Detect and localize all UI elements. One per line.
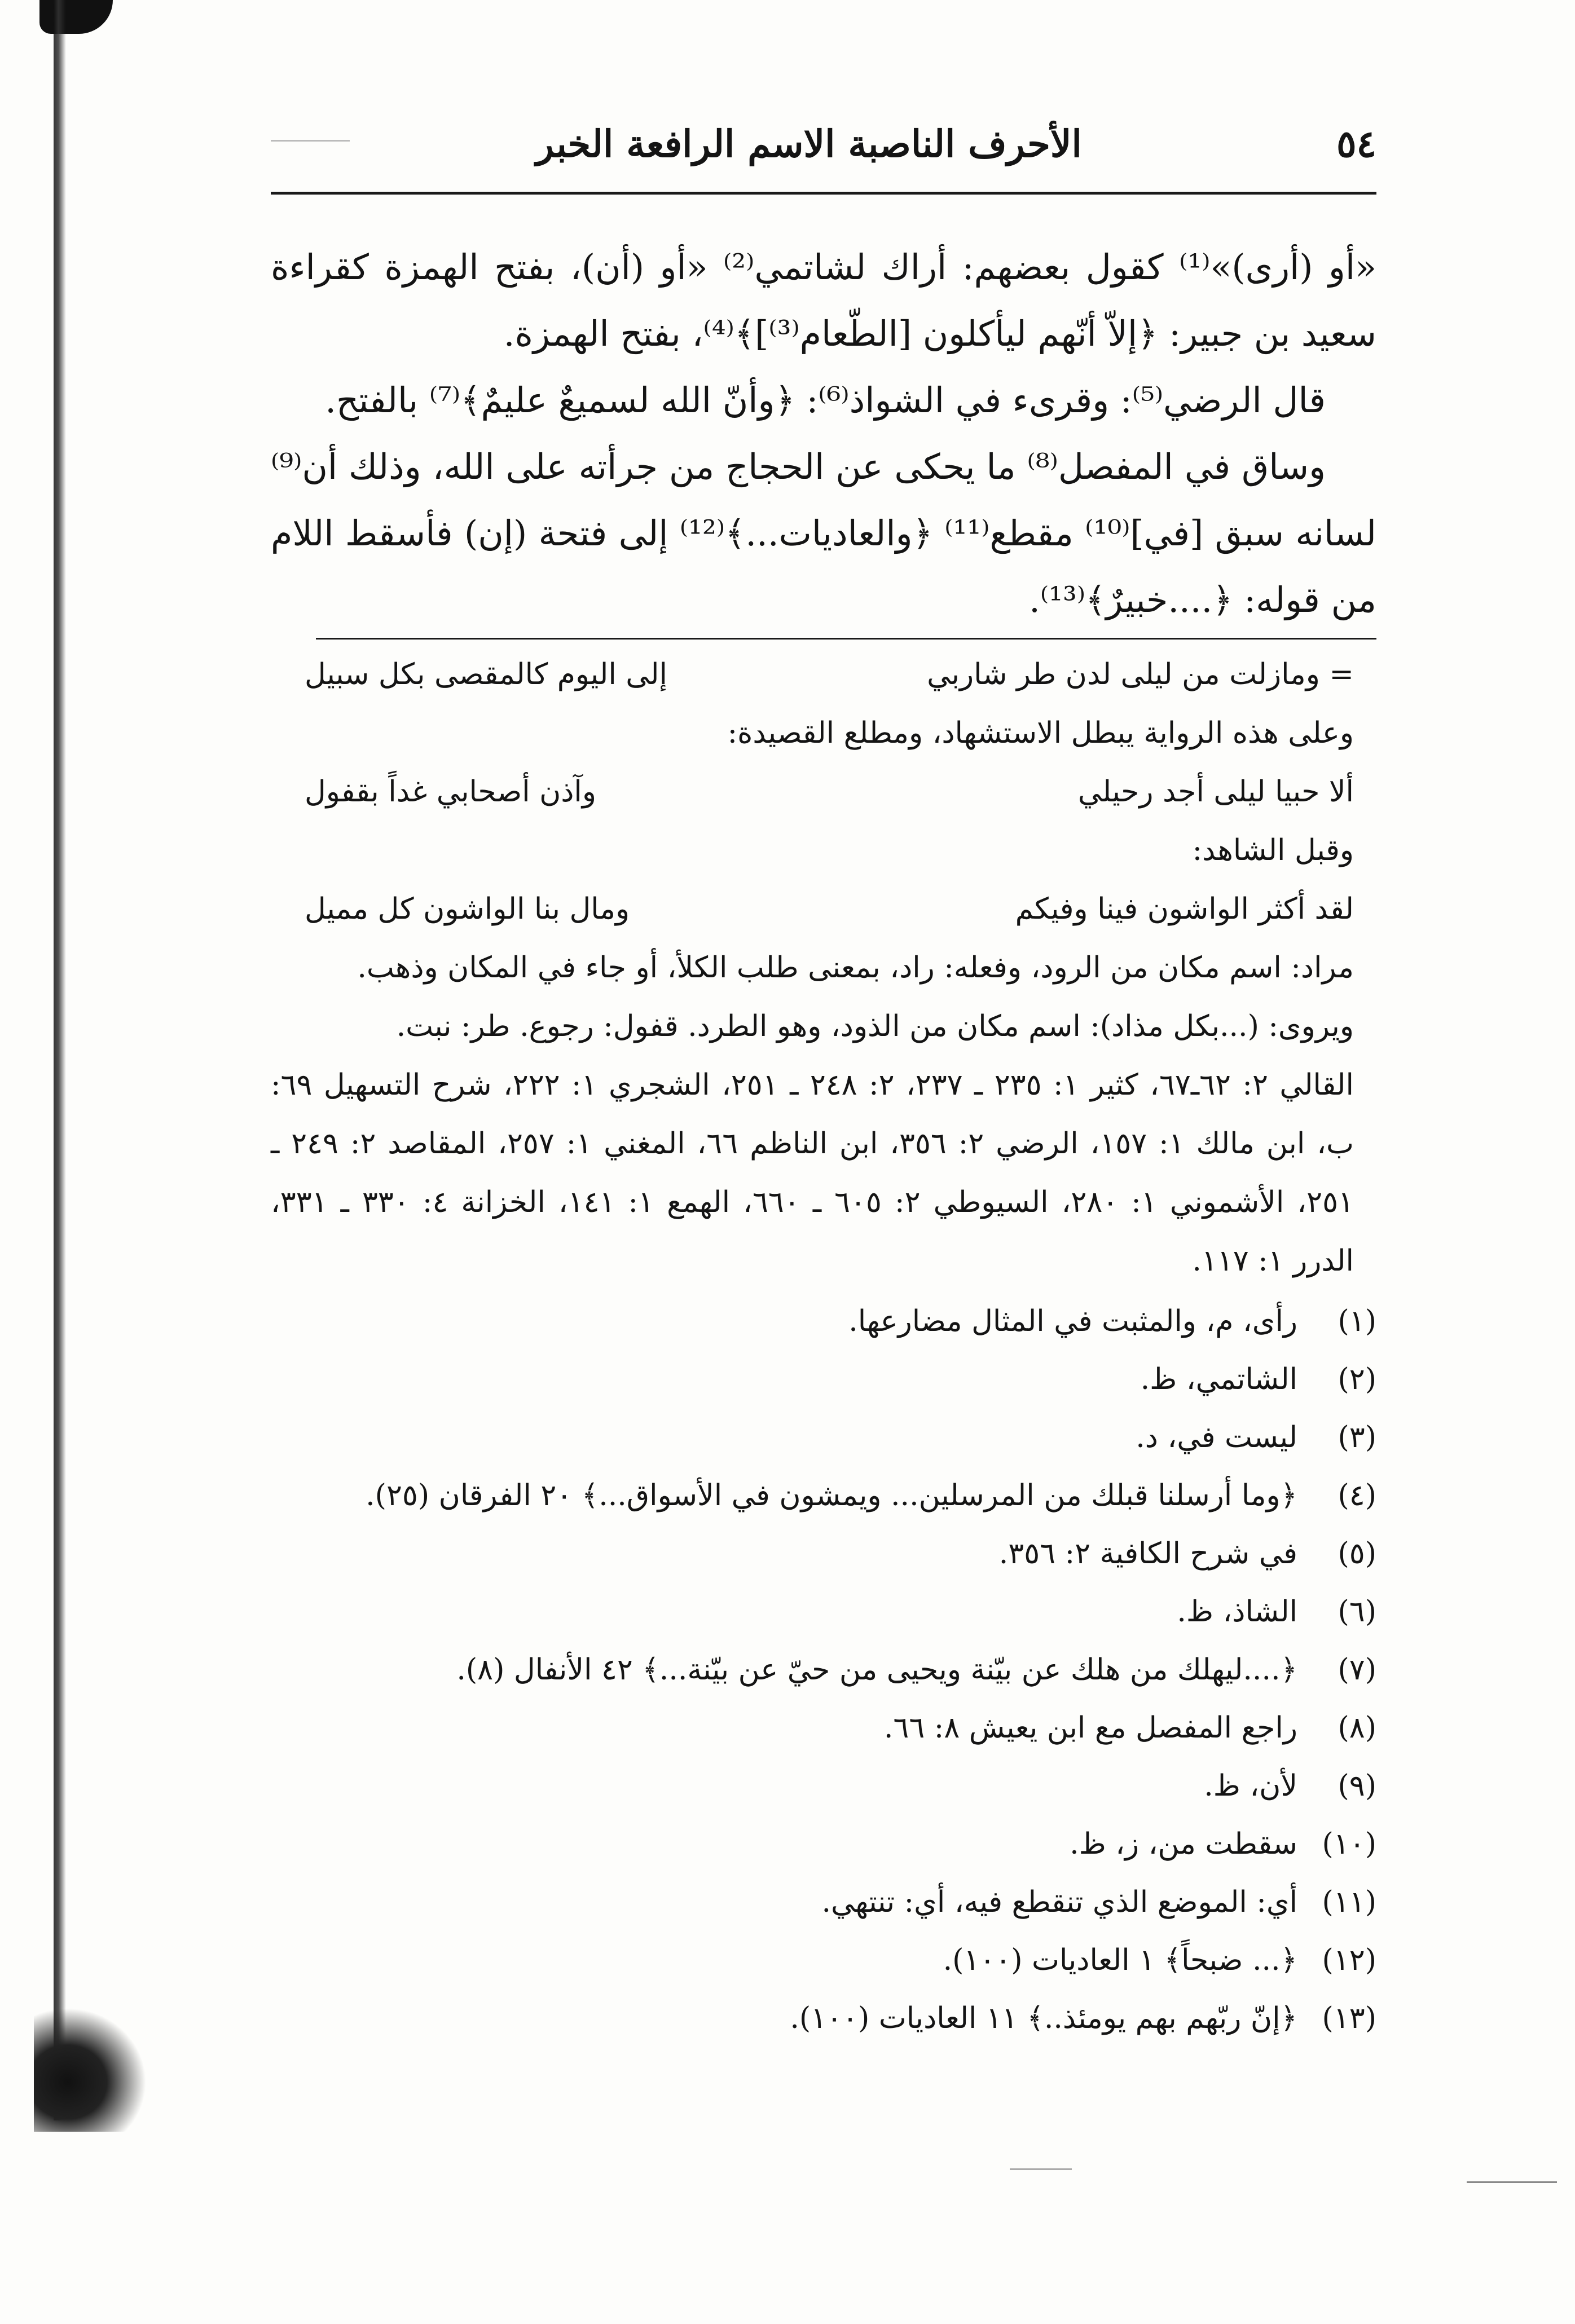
footnote-text: ليست في، د. [1136, 1421, 1297, 1454]
footnote-number: (١) [1338, 1304, 1376, 1338]
verse-hemistich: لقد أكثر الواشون فينا وفيكم [1015, 892, 1354, 926]
footnote-separator [316, 638, 1376, 640]
running-title: الأحرف الناصبة الاسم الرافعة الخبر [536, 122, 1082, 166]
footnote-number: (١١) [1322, 1885, 1376, 1919]
footnote-text: ﴿إنّ ربّهم بهم يومئذ..﴾ ١١ العاديات (١٠٠). [790, 2001, 1297, 2035]
footnote [271, 1815, 1376, 1873]
footnote-text: لأن، ظ. [1204, 1769, 1297, 1803]
footnote-number: (٦) [1338, 1595, 1376, 1629]
footnote-text: رأى، م، والمثبت في المثال مضارعها. [848, 1304, 1297, 1338]
footnote-text: ﴿... ضبحاً﴾ ١ العاديات (١٠٠). [943, 1943, 1297, 1977]
book-page [271, 102, 1376, 2244]
footnote [271, 1931, 1376, 1990]
footnote [271, 1757, 1376, 1815]
poem-verse [271, 645, 1376, 704]
main-paragraph: «أو (أرى)»⁽¹⁾ كقول بعضهم: أراك لشاتمي⁽²⁾ «أو (أن)، بفتح الهمزة كقراءة سعيد بن جبير: ﴿إلاّ أنّهم ليأكلون [الطّعام⁽³⁾]﴾⁽⁴⁾، بفتح الهمزة. [271, 246, 1376, 354]
footnote [271, 1641, 1376, 1699]
verse-hemistich: ألا حبيا ليلى أجد رحيلي [1077, 775, 1354, 809]
continued-footnote [271, 645, 1376, 1290]
footnote-number: (٧) [1338, 1653, 1376, 1687]
scan-shadow-bottom [34, 2008, 147, 2132]
footnote-number: (١٣) [1322, 2001, 1376, 2035]
footnotes [271, 1293, 1376, 2048]
scan-artifact [1467, 2181, 1557, 2183]
footnote-number: (٨) [1338, 1711, 1376, 1745]
footnote [271, 1583, 1376, 1641]
note-line: مراد: اسم مكان من الرود، وفعله: راد، بمعنى طلب الكلأ، أو جاء في المكان وذهب. [357, 951, 1354, 985]
verse-hemistich: وآذن أصحابي غداً بقفول [305, 775, 596, 809]
note-line: ويروى: (...بكل مذاد): اسم مكان من الذود، وهو الطرد. قفول: رجوع. طر: نبت. [396, 1009, 1354, 1043]
footnote-number: (٤) [1338, 1479, 1376, 1512]
note-line: وقبل الشاهد: [1192, 834, 1354, 867]
poem-verse [271, 762, 1376, 821]
scan-shadow-top [39, 0, 113, 34]
verse-hemistich: إلى اليوم كالمقصى بكل سبيل [305, 658, 667, 691]
footnote [271, 1293, 1376, 1351]
verse-hemistich: ومال بنا الواشون كل مميل [305, 892, 630, 926]
note-line: وعلى هذه الرواية يبطل الاستشهاد، ومطلع القصيدة: [727, 716, 1354, 750]
footnote-number: (٢) [1338, 1362, 1376, 1396]
footnote [271, 1409, 1376, 1467]
footnote [271, 1351, 1376, 1409]
footnote-text: الشاذ، ظ. [1177, 1595, 1297, 1629]
poem-verse [271, 880, 1376, 938]
footnote-number: (٩) [1338, 1769, 1376, 1803]
verse-hemistich: = ومازلت من ليلى لدن طر شاربي [927, 658, 1354, 691]
footnote-text: في شرح الكافية ٢: ٣٥٦. [998, 1537, 1297, 1571]
page-number: ٥٤ [1336, 122, 1376, 166]
footnote-text: راجع المفصل مع ابن يعيش ٨: ٦٦. [883, 1711, 1297, 1745]
page-header [271, 102, 1376, 186]
footnote-text: سقطت من، ز، ظ. [1070, 1827, 1297, 1861]
footnote [271, 1525, 1376, 1583]
note-references: القالي ٢: ٦٢ـ٦٧، كثير ١: ٢٣٥ ـ ٢٣٧، ٢: ٢٤٨ ـ ٢٥١، الشجري ١: ٢٢٢، شرح التسهيل ٦٩: ب، ابن مالك ١: ١٥٧، الرضي ٢: ٣٥٦، ابن الناظم ٦٦، المغني ١: ٢٥٧، المقاصد ٢: ٢٤٩ ـ ٢٥١، الأشموني ١: ٢٨٠، السيوطي ٢: ٦٠٥ ـ ٦٦٠، الهمع ١: ١٤١، الخزانة ٤: ٣٣٠ ـ ٣٣١، الدرر ١: ١١٧. [271, 1068, 1354, 1278]
footnote-text: ﴿وما أرسلنا قبلك من المرسلين... ويمشون في الأسواق...﴾ ٢٠ الفرقان (٢٥). [366, 1479, 1297, 1512]
footnote [271, 1467, 1376, 1525]
footnote [271, 1873, 1376, 1931]
header-rule [271, 192, 1376, 195]
main-paragraph: وساق في المفصل⁽⁸⁾ ما يحكى عن الحجاج من جرأته على الله، وذلك أن⁽⁹⁾ لسانه سبق [في]⁽¹⁰⁾ مقطع⁽¹¹⁾ ﴿والعاديات...﴾⁽¹²⁾ إلى فتحة (إن) فأسقط اللام من قوله: ﴿....خبيرٌ﴾⁽¹³⁾. [271, 446, 1377, 620]
footnote-number: (٣) [1338, 1421, 1376, 1454]
footnote-number: (١٢) [1322, 1943, 1376, 1977]
footnote-number: (٥) [1338, 1537, 1376, 1571]
footnote-text: ﴿....ليهلك من هلك عن بيّنة ويحيى من حيّ عن بيّنة...﴾ ٤٢ الأنفال (٨). [456, 1653, 1297, 1687]
scan-binding-edge [54, 0, 66, 2120]
footnote-text: أي: الموضع الذي تنقطع فيه، أي: تنتهي. [821, 1885, 1297, 1919]
main-paragraph: قال الرضي⁽⁵⁾: وقرىء في الشواذ⁽⁶⁾: ﴿وأنّ الله لسميعٌ عليمٌ﴾⁽⁷⁾ بالفتح. [325, 380, 1326, 421]
footnote [271, 1990, 1376, 2048]
main-text [271, 234, 1376, 633]
footnote [271, 1699, 1376, 1757]
footnote-text: الشاتمي، ظ. [1140, 1362, 1297, 1396]
footnote-number: (١٠) [1322, 1827, 1376, 1861]
